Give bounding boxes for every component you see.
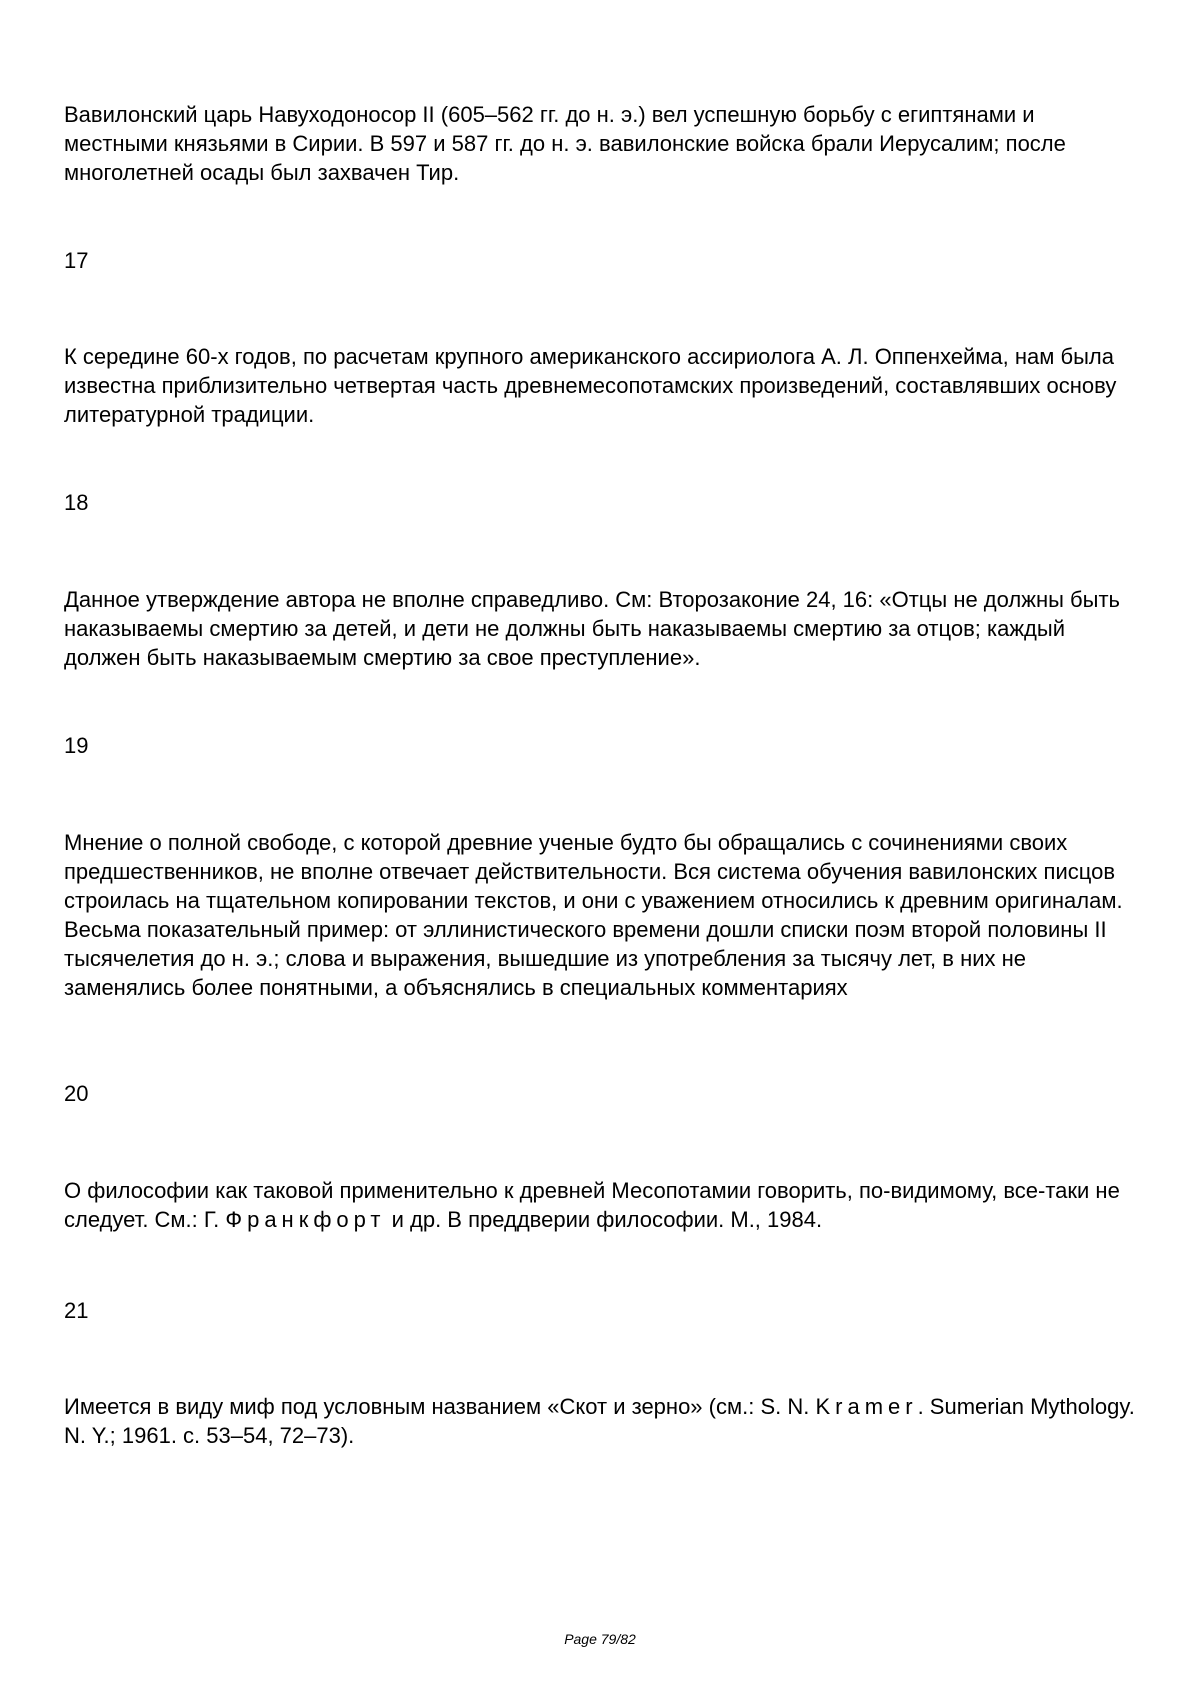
note-21-text-before: Имеется в виду миф под условным названием «Скот и зерно» (см.: S. N. xyxy=(64,1394,816,1419)
note-21-author: Kramer xyxy=(815,1394,918,1419)
note-20-author: Франкфорт xyxy=(225,1207,386,1232)
note-20-text xyxy=(64,1176,1144,1234)
note-20-text-before: О философии как таковой применительно к древней Месопотамии говорить, по-видимому, все-таки не следует. См.: Г. xyxy=(64,1178,1120,1232)
note-20-number: 20 xyxy=(64,1081,89,1106)
note-20-text-after: и др. В преддверии философии. М., 1984. xyxy=(385,1207,823,1232)
note-21-text-after: . Sumerian Mythology. N. Y.; 1961. с. 53–54, 72–73). xyxy=(64,1394,1135,1448)
note-19-text: Мнение о полной свободе, с которой древние ученые будто бы обращались с сочинениями своих предшественников, не вполне отвечает действительности. Вся система обучения вавилонских писцов строилась на тщательном копировании текстов, и они с уважением относились к древним оригиналам. Весьма показательный пример: от эллинистического времени дошли списки поэм второй половины II тысячелетия до н. э.; слова и выражения, вышедшие из употребления за тысячу лет, в них не заменялись более понятными, а объяснялись в специальных комментариях xyxy=(64,830,1123,1000)
note-17-number: 17 xyxy=(64,248,89,273)
page-number-footer: Page 79/82 xyxy=(564,1631,636,1647)
note-21-number: 21 xyxy=(64,1298,89,1323)
note-21-text xyxy=(64,1392,1144,1450)
note-16-text: Вавилонский царь Навуходоносор II (605–562 гг. до н. э.) вел успешную борьбу с египтянами и местными князьями в Сирии. В 597 и 587 гг. до н. э. вавилонские войска брали Иерусалим; после многолетней осады был захвачен Тир. xyxy=(64,102,1066,185)
note-18-text: Данное утверждение автора не вполне справедливо. См: Второзаконие 24, 16: «Отцы не должны быть наказываемы смертию за детей, и дети не должны быть наказываемы смертию за отцов; каждый должен быть наказываемым смертию за свое преступление». xyxy=(64,587,1120,670)
note-17-text: К середине 60-х годов, по расчетам крупного американского ассириолога А. Л. Оппенхейма, нам была известна приблизительно четвертая часть древнемесопотамских произведений, составлявших основу литературной традиции. xyxy=(64,344,1117,427)
note-19-number: 19 xyxy=(64,733,89,758)
note-18-number: 18 xyxy=(64,490,89,515)
